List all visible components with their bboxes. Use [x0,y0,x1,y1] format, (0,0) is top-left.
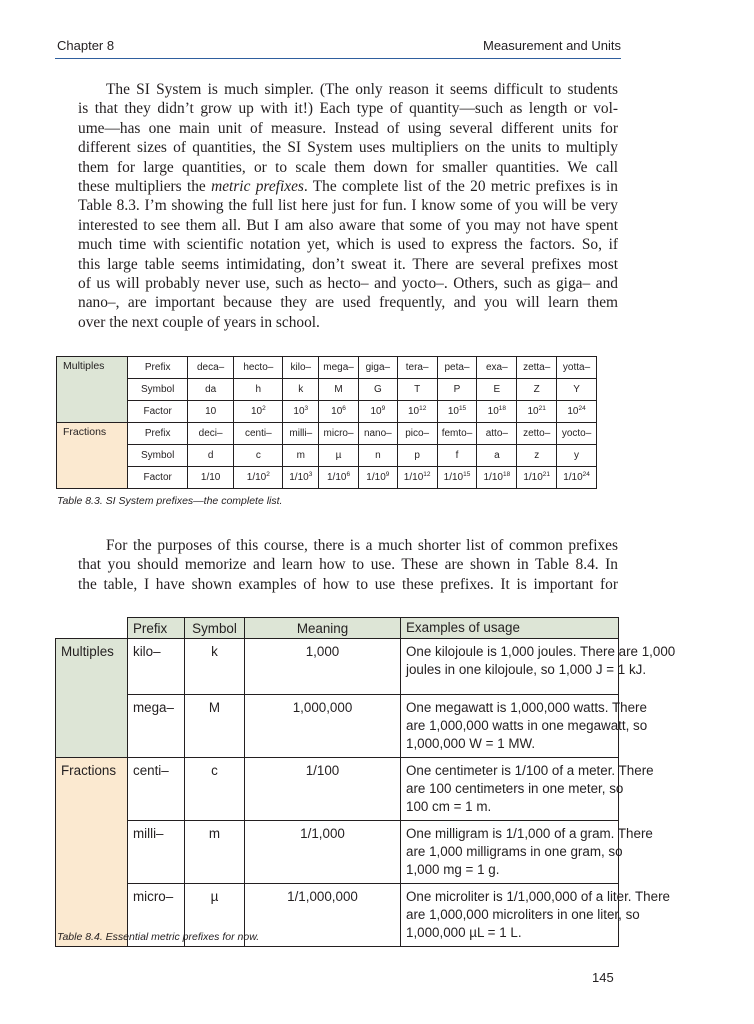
symbol-cell: c [234,445,283,467]
factor-base: 1/10 [443,472,464,483]
prefix-header: Prefix [128,618,185,639]
row-label: Prefix [128,357,188,379]
example-cell [401,884,670,947]
factor-cell [437,467,477,489]
meaning-header: Meaning [245,618,401,639]
prefix-cell: kilo– [128,639,185,695]
prefix-cell: mega– [319,357,359,379]
body-paragraph-1 [78,80,618,332]
prefix-cell: yotta– [557,357,597,379]
table-row [56,695,619,758]
meaning-cell: 1,000 [245,639,401,695]
row-label: Prefix [128,423,188,445]
prefix-cell: exa– [477,357,517,379]
example-cell [401,758,654,821]
table-8-3-caption: Table 8.3. SI System prefixes—the complete list. [57,495,283,507]
factor-base: 10 [250,406,263,417]
row-label: Factor [128,401,188,423]
symbol-cell: c [185,758,245,821]
factor-exponent: 24 [578,405,586,412]
symbol-cell: P [437,379,477,401]
factor-base: 10 [293,406,305,417]
factor-exponent: 15 [463,471,471,478]
factor-base: 1/10 [246,472,267,483]
paragraph-line: The SI System is much simpler. (The only reason it seems difficult to students [106,81,618,98]
example-line: 1,000 mg = 1 g. [406,862,500,877]
factor-cell [517,467,557,489]
paragraph-line: ume—has one main unit of measure. Instead of using several different units for [78,119,618,137]
symbol-cell: µ [185,884,245,947]
factor-exponent: 18 [498,405,507,412]
factor-exponent: 3 [308,471,313,478]
factor-exponent: 18 [502,471,511,478]
factor-base: 10 [447,406,459,417]
si-prefix-table [56,356,597,489]
prefix-cell: mega– [128,695,185,758]
factor-cell [477,467,517,489]
table-8-4-caption: Table 8.4. Essential metric prefixes for now. [57,931,260,943]
factor-exponent: 9 [381,405,386,412]
symbol-cell: M [319,379,359,401]
factor-base: 10 [487,406,499,417]
factor-cell [188,467,234,489]
paragraph-line: nano–, are important because they are used frequently, and you will learn them [78,294,618,312]
example-line: One centimeter is 1/100 of a meter. There [406,763,654,778]
table-row [57,401,597,423]
symbol-cell: d [188,445,234,467]
factor-base: 1/10 [403,472,424,483]
meaning-cell: 1/1,000,000 [245,884,401,947]
factor-cell [358,401,397,423]
symbol-cell: f [437,445,477,467]
symbol-cell: h [234,379,283,401]
factor-base: 10 [407,406,420,417]
multiples-group-label: Multiples [57,357,128,423]
example-line: are 100 centimeters in one meter, so [406,781,624,796]
symbol-cell: k [283,379,319,401]
factor-base: 10 [331,406,343,417]
example-line: One megawatt is 1,000,000 watts. There [406,700,647,715]
paragraph-line: different sizes of quantities, the SI System uses multipliers on the units to multiply [78,139,618,157]
table-row [57,423,597,445]
example-line: One milligram is 1/1,000 of a gram. There [406,826,653,841]
table-row [56,639,619,695]
row-label: Symbol [128,445,188,467]
factor-cell [234,467,283,489]
factor-exponent: 12 [423,471,431,478]
running-header [55,36,621,59]
symbol-cell: z [517,445,557,467]
paragraph-line [78,177,618,196]
factor-exponent: 15 [458,405,467,412]
paragraph-line: them for large quantities, or to scale them down for smaller quantities. We call [78,158,618,176]
paragraph-line: For the purposes of this course, there is a much shorter list of common prefixes [106,537,618,554]
row-label: Symbol [128,379,188,401]
multiples-group-label: Multiples [56,639,128,758]
symbol-cell: n [358,445,397,467]
fractions-group-label: Fractions [57,423,128,489]
factor-base: 1/10 [366,472,386,483]
symbol-cell: m [185,821,245,884]
prefix-cell: milli– [128,821,185,884]
row-label: Factor [128,467,188,489]
paragraph-line: interested to see them all. But I am also aware that some of you may not have spent [78,216,618,234]
fractions-group-label: Fractions [56,758,128,947]
factor-cell [477,401,517,423]
paragraph-line: this large table seems intimidating, don’t sweat it. There are several prefixes most [78,255,618,273]
example-line: 100 cm = 1 m. [406,799,492,814]
paragraph-line: the table, I have shown examples of how to use these prefixes. It is important for [78,575,618,593]
paragraph-line: over the next couple of years in school. [78,313,320,331]
factor-exponent: 21 [538,405,546,412]
factor-cell [283,401,319,423]
symbol-cell: M [185,695,245,758]
factor-cell [397,401,437,423]
symbol-cell: Y [557,379,597,401]
factor-exponent: 9 [385,471,390,478]
paragraph-line: of us will probably never use, such as hecto– and yocto–. Others, such as giga– and [78,275,618,293]
factor-cell [397,467,437,489]
symbol-cell: a [477,445,517,467]
factor-cell [557,467,597,489]
prefix-cell: milli– [283,423,319,445]
example-line: are 1,000,000 microliters in one liter, so [406,907,640,922]
symbol-cell: y [557,445,597,467]
factor-cell [319,401,359,423]
meaning-cell: 1/100 [245,758,401,821]
factor-cell [319,467,359,489]
table-row [56,821,619,884]
chapter-label: Chapter 8 [57,38,115,53]
prefix-cell: kilo– [283,357,319,379]
meaning-cell: 1,000,000 [245,695,401,758]
prefix-cell: tera– [397,357,437,379]
example-line: 1,000,000 µL = 1 L. [406,925,522,940]
paragraph-line: much time with scientific notation yet, which is used to express the factors. So, if [78,236,618,254]
prefix-cell: zetto– [517,423,557,445]
header-row [56,618,619,639]
prefix-cell: peta– [437,357,477,379]
example-cell [401,695,648,758]
prefix-cell: deci– [188,423,234,445]
factor-cell [437,401,477,423]
prefix-cell: atto– [477,423,517,445]
examples-header: Examples of usage [401,618,619,639]
example-line: 1,000,000 W = 1 MW. [406,736,536,751]
prefix-cell: giga– [358,357,397,379]
factor-base: 1/10 [483,472,503,483]
symbol-cell: Z [517,379,557,401]
symbol-cell: da [188,379,234,401]
prefix-cell: micro– [128,884,185,947]
factor-base: 1/10 [289,472,309,483]
prefix-cell: deca– [188,357,234,379]
factor-base: 1/10 [326,472,347,483]
factor-exponent: 2 [266,471,270,478]
body-paragraph-2 [78,536,618,594]
symbol-cell: m [283,445,319,467]
prefix-cell: centi– [234,423,283,445]
symbol-cell: G [358,379,397,401]
factor-cell [188,401,234,423]
table-row [57,357,597,379]
factor-exponent: 12 [419,405,427,412]
meaning-cell: 1/1,000 [245,821,401,884]
essential-prefix-table [55,617,676,947]
page-number: 145 [592,970,614,985]
factor-base: 1/10 [563,472,583,483]
factor-cell [557,401,597,423]
factor-base: 10 [370,406,382,417]
paragraph-line: is that they didn’t grow up with it!) Each type of quantity—such as length or vol- [78,100,618,118]
paragraph-line: Table 8.3. I’m showing the full list here just for fun. I know some of you will be very [78,197,618,215]
empty-corner-cell [56,618,128,639]
table-row [57,467,597,489]
table-row [57,379,597,401]
factor-cell [234,401,283,423]
symbol-cell: p [397,445,437,467]
symbol-cell: E [477,379,517,401]
factor-base: 1/10 [200,472,221,483]
factor-exponent: 24 [582,471,590,478]
example-line: One kilojoule is 1,000 joules. There are 1,000 [406,644,676,659]
prefix-cell: femto– [437,423,477,445]
factor-exponent: 2 [262,405,266,412]
prefix-cell: zetta– [517,357,557,379]
example-line: One microliter is 1/1,000,000 of a liter. There [406,889,670,904]
prefix-cell: pico– [397,423,437,445]
factor-exponent: 6 [346,471,351,478]
prefix-cell: centi– [128,758,185,821]
prefix-cell: nano– [358,423,397,445]
factor-base: 10 [567,406,579,417]
factor-base: 1/10 [523,472,543,483]
prefix-cell: micro– [319,423,359,445]
example-line: joules in one kilojoule, so 1,000 J = 1 kJ. [406,662,647,677]
paragraph-line: that you should memorize and learn how to use. These are shown in Table 8.4. In [78,556,618,574]
prefix-cell: hecto– [234,357,283,379]
symbol-header: Symbol [185,618,245,639]
emphasis-term: metric prefixes [211,178,304,196]
example-line: are 1,000 milligrams in one gram, so [406,844,623,859]
symbol-cell: µ [319,445,359,467]
example-cell [401,821,653,884]
factor-cell [283,467,319,489]
factor-base: 10 [205,406,217,417]
factor-exponent: 21 [542,471,551,478]
prefix-cell: yocto– [557,423,597,445]
paragraph-text: . The complete list of the 20 metric prefixes is in [303,178,618,196]
chapter-title: Measurement and Units [482,38,621,53]
factor-exponent: 3 [304,405,309,412]
factor-exponent: 6 [342,405,346,412]
factor-cell [358,467,397,489]
symbol-cell: k [185,639,245,695]
symbol-cell: T [397,379,437,401]
table-row [57,445,597,467]
factor-base: 10 [527,406,539,417]
example-line: are 1,000,000 watts in one megawatt, so [406,718,648,733]
paragraph-text: these multipliers the [78,178,212,196]
table-row [56,758,619,821]
factor-cell [517,401,557,423]
example-cell [401,639,676,695]
